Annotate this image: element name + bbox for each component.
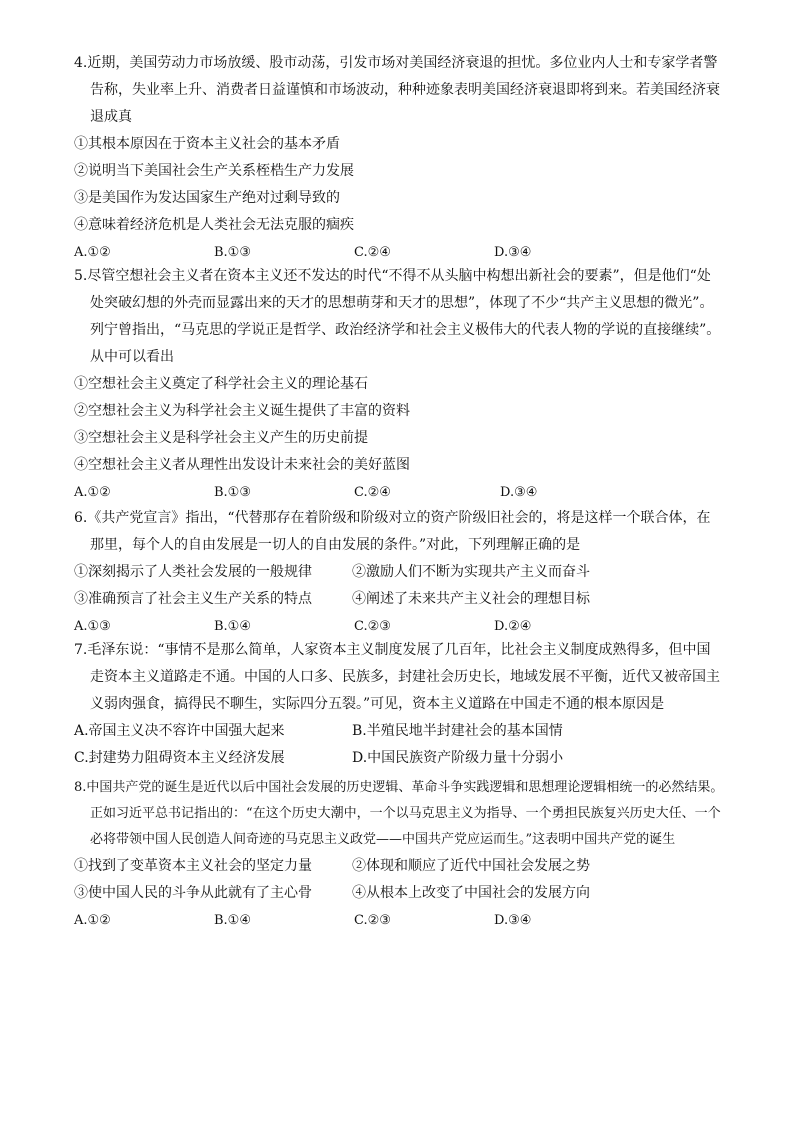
- question-5-option-1: ①空想社会主义奠定了科学社会主义的理论基石: [74, 376, 368, 392]
- answer-a: A.①③: [74, 619, 111, 634]
- question-7-option-c: C.封建势力阻碍资本主义经济发展: [74, 750, 285, 766]
- question-7-options-row-1: [74, 718, 724, 745]
- question-7-option-a: A.帝国主义决不容许中国强大起来: [74, 723, 285, 739]
- question-7: [74, 637, 724, 772]
- answer-a: A.①②: [74, 485, 111, 500]
- question-6-options-row-1: [74, 559, 724, 586]
- question-7-stem: 7.毛泽东说：“事情不是那么简单，人家资本主义制度发展了几百年，比社会主义制度成熟得多，但中国走资本主义道路走不通。中国的人口多、民族多，封建社会历史长，地域发展不平衡，近代又被帝国主义弱肉强食，搞得民不聊生，实际四分五裂。”可见，资本主义道路在中国走不通的根本原因是: [74, 642, 720, 712]
- question-4: [74, 50, 724, 266]
- question-6: [74, 505, 724, 640]
- question-6-option-1: ①深刻揭示了人类社会发展的一般规律: [74, 564, 312, 580]
- question-8-option-3: ③使中国人民的斗争从此就有了主心骨: [74, 885, 312, 901]
- question-8-answers: [74, 907, 724, 934]
- question-5-option-2: ②空想社会主义为科学社会主义诞生提供了丰富的资料: [74, 403, 410, 419]
- question-7-options-row-2: [74, 745, 724, 772]
- question-5-stem: 5.尽管空想社会主义者在资本主义还不发达的时代“不得不从头脑中构想出新社会的要素”，但是他们“处处突破幻想的外壳而显露出来的天才的思想萌芽和天才的思想”，体现了不少“共产主义思想的微光”。列宁曾指出，“马克思的学说正是哲学、政治经济学和社会主义极伟大的代表人物的学说的直接继续”。从中可以看出: [74, 268, 721, 365]
- question-4-answers: [74, 239, 724, 266]
- question-5-answers: [74, 479, 724, 506]
- question-4-option-3: ③是美国作为发达国家生产绝对过剩导致的: [74, 190, 340, 206]
- answer-a: A.①②: [74, 245, 111, 260]
- answer-c: C.②③: [354, 619, 391, 634]
- question-5: [74, 263, 724, 506]
- question-8-option-4: ④从根本上改变了中国社会的发展方向: [352, 885, 590, 901]
- question-8-option-1: ①找到了变革资本主义社会的坚定力量: [74, 858, 312, 874]
- question-4-stem: 4.近期，美国劳动力市场放缓、股市动荡，引发市场对美国经济衰退的担忧。多位业内人士和专家学者警告称，失业率上升、消费者日益谨慎和市场波动，种种迹象表明美国经济衰退即将到来。若美国经济衰退成真: [74, 55, 720, 125]
- question-6-option-2: ②激励人们不断为实现共产主义而奋斗: [352, 564, 590, 580]
- answer-c: C.②④: [354, 245, 391, 260]
- question-8: [74, 775, 724, 934]
- answer-b: B.①④: [214, 913, 251, 928]
- question-4-option-4: ④意味着经济危机是人类社会无法克服的痼疾: [74, 217, 354, 233]
- answer-c: C.②④: [354, 485, 391, 500]
- question-8-options-row-1: [74, 853, 724, 880]
- question-5-option-3: ③空想社会主义是科学社会主义产生的历史前提: [74, 430, 368, 446]
- question-4-option-2: ②说明当下美国社会生产关系桎梏生产力发展: [74, 163, 354, 179]
- question-8-option-2: ②体现和顺应了近代中国社会发展之势: [352, 858, 590, 874]
- question-6-option-4: ④阐述了未来共产主义社会的理想目标: [352, 591, 590, 607]
- answer-d: D.②④: [494, 619, 532, 634]
- answer-d: D.③④: [494, 245, 532, 260]
- answer-d: D.③④: [500, 485, 538, 500]
- answer-a: A.①②: [74, 913, 111, 928]
- answer-c: C.②③: [354, 913, 391, 928]
- question-7-option-b: B.半殖民地半封建社会的基本国情: [352, 723, 563, 739]
- question-4-option-1: ①其根本原因在于资本主义社会的基本矛盾: [74, 136, 340, 152]
- question-8-stem: 8.中国共产党的诞生是近代以后中国社会发展的历史逻辑、革命斗争实践逻辑和思想理论逻辑相统一的必然结果。正如习近平总书记指出的：“在这个历史大潮中，一个以马克思主义为指导、一个勇担民族复兴历史大任、一个必将带领中国人民创造人间奇迹的马克思主义政党——中国共产党应运而生。”这表明中国共产党的诞生: [74, 780, 724, 847]
- question-6-options-row-2: [74, 586, 724, 613]
- question-5-option-4: ④空想社会主义者从理性出发设计未来社会的美好蓝图: [74, 457, 410, 473]
- answer-b: B.①③: [214, 245, 251, 260]
- answer-d: D.③④: [494, 913, 532, 928]
- answer-b: B.①④: [214, 619, 251, 634]
- question-8-options-row-2: [74, 880, 724, 907]
- answer-b: B.①③: [214, 485, 251, 500]
- question-7-option-d: D.中国民族资产阶级力量十分弱小: [352, 750, 564, 766]
- question-6-answers: [74, 613, 724, 640]
- question-6-option-3: ③准确预言了社会主义生产关系的特点: [74, 591, 312, 607]
- question-6-stem: 6.《共产党宣言》指出，“代替那存在着阶级和阶级对立的资产阶级旧社会的，将是这样一个联合体，在那里，每个人的自由发展是一切人的自由发展的条件。”对此，下列理解正确的是: [74, 510, 711, 553]
